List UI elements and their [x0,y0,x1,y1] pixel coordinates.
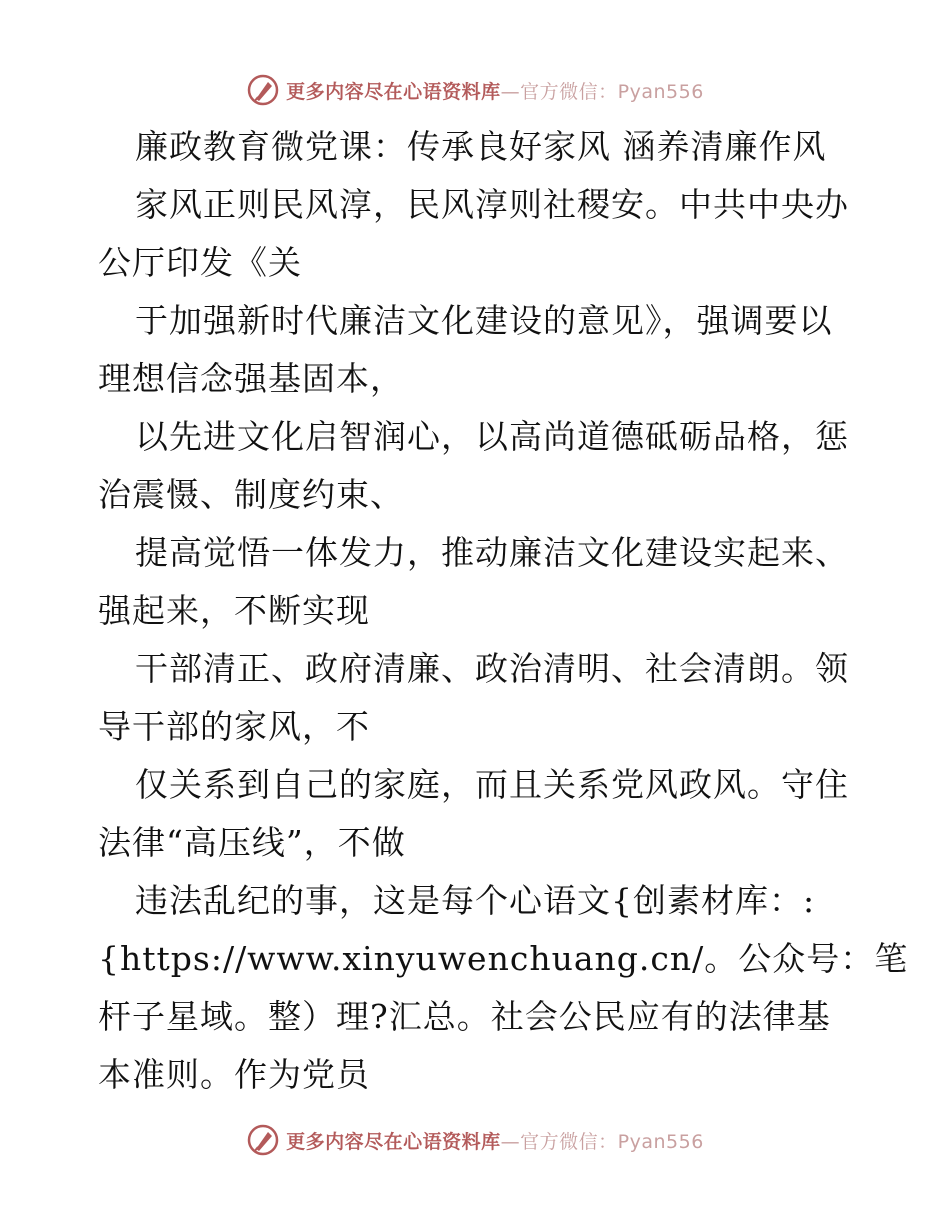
text-line: 家风正则民风淳，民风淳则社稷安。中共中央办 [135,185,849,224]
text-line: 杆子星域。整）理?汇总。社会公民应有的法律基 [98,997,831,1036]
text-line: 以先进文化启智润心，以高尚道德砥砺品格，惩 [135,417,849,456]
text-line: {https://www.xinyuwenchuang.cn/。公众号：笔 [98,939,909,978]
text-line: 于加强新时代廉洁文化建设的意见》，强调要以 [135,301,833,340]
banner-brand-text: 更多内容尽在心语资料库 [286,80,501,103]
pen-nib-logo-icon [246,1123,280,1157]
text-line: 理想信念强基固本， [98,359,404,398]
text-line: 法律“高压线”，不做 [98,823,406,862]
pen-nib-logo-icon [246,73,280,107]
text-line: 治震慑、制度约束、 [98,475,404,514]
text-line: 强起来，不断实现 [98,591,370,630]
text-line: 导干部的家风，不 [98,707,370,746]
footer-watermark-banner [0,1120,950,1160]
banner-official-text: —官方微信：Pyan556 [500,80,704,103]
text-line: 本准则。作为党员 [98,1055,370,1094]
banner-brand-text: 更多内容尽在心语资料库 [286,1130,501,1153]
text-line: 仅关系到自己的家庭，而且关系党风政风。守住 [135,765,849,804]
text-line: 提高觉悟一体发力，推动廉洁文化建设实起来、 [135,533,849,572]
document-title: 廉政教育微党课：传承良好家风 涵养清廉作风 [135,127,827,166]
text-line: 违法乱纪的事，这是每个心语文{创素材库：: [135,881,816,920]
text-line: 公厅印发《关 [98,243,302,282]
header-watermark-banner [0,70,950,110]
text-line: 干部清正、政府清廉、政治清明、社会清朗。领 [135,649,849,688]
banner-official-text: —官方微信：Pyan556 [500,1130,704,1153]
